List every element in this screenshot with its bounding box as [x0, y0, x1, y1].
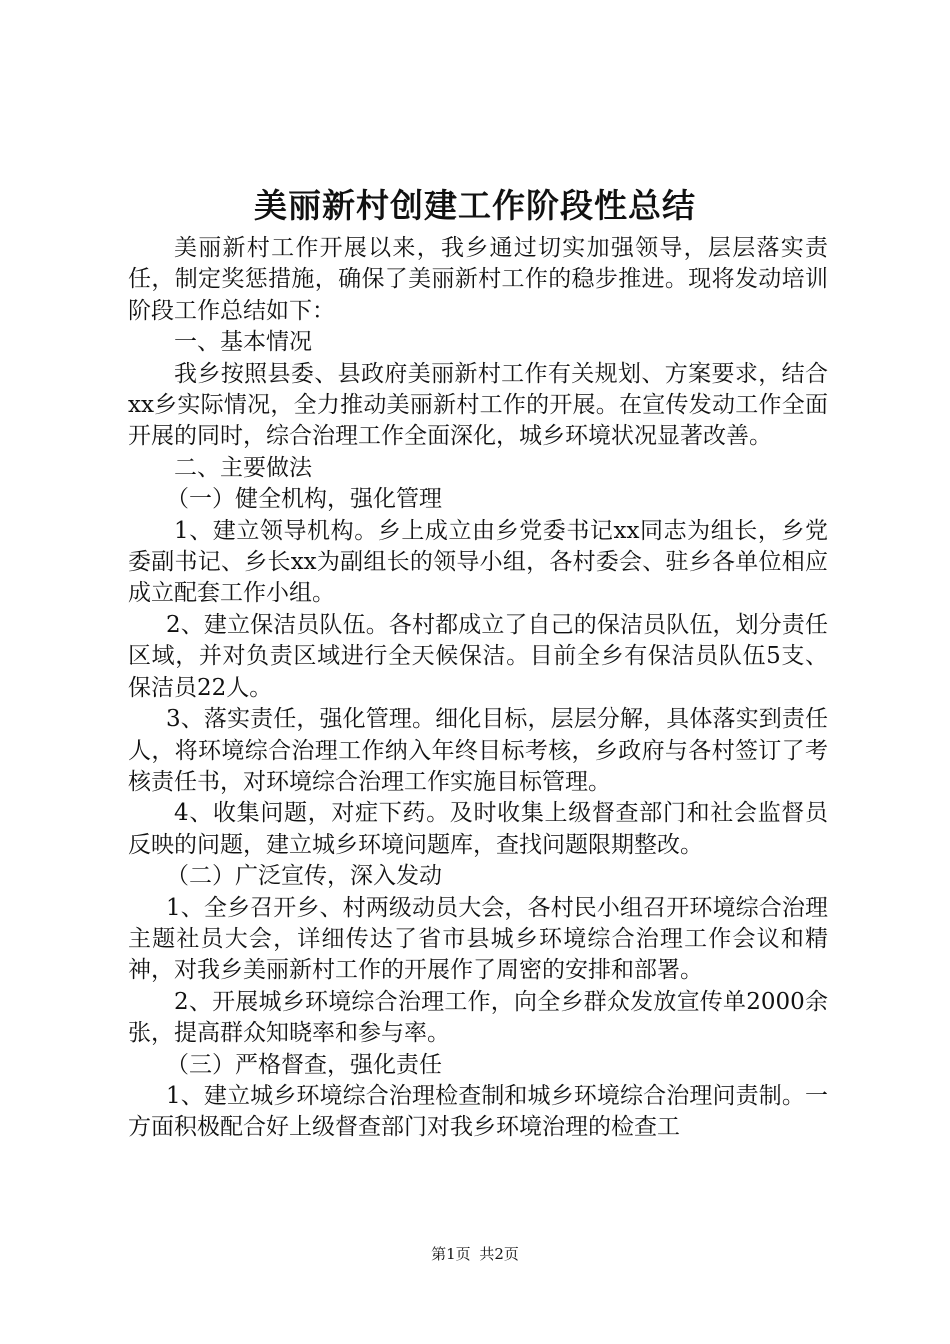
item-inspection-system: 1、建立城乡环境综合治理检查制和城乡环境综合治理问责制。一方面积极配合好上级督查部门对我乡环境治理的检查工 [128, 1082, 828, 1141]
subheading-supervision: （三）严格督查，强化责任 [166, 1051, 442, 1078]
document-body [128, 233, 828, 1144]
item-mobilization-meeting: 1、全乡召开乡、村两级动员大会，各村民小组召开环境综合治理主题社员大会，详细传达了省市县城乡环境综合治理工作会议和精神，对我乡美丽新村工作的开展作了周密的安排和部署。 [128, 894, 828, 984]
page-total: 共2页 [479, 1245, 519, 1263]
item-cleaning-team: 2、建立保洁员队伍。各村都成立了自己的保洁员队伍，划分责任区域，并对负责区域进行全天候保洁。目前全乡有保洁员队伍5支、保洁员22人。 [128, 611, 828, 701]
page-number: 第1页 [431, 1245, 471, 1263]
basic-situation-paragraph: 我乡按照县委、县政府美丽新村工作有关规划、方案要求，结合xx乡实际情况，全力推动美丽新村工作的开展。在宣传发动工作全面开展的同时，综合治理工作全面深化，城乡环境状况显著改善。 [128, 360, 828, 450]
item-leadership-body: 1、建立领导机构。乡上成立由乡党委书记xx同志为组长，乡党委副书记、乡长xx为副组长的领导小组，各村委会、驻乡各单位相应成立配套工作小组。 [128, 517, 828, 607]
document-title: 美丽新村创建工作阶段性总结 [254, 186, 696, 225]
item-problem-collection: 4、收集问题，对症下药。及时收集上级督查部门和社会监督员反映的问题，建立城乡环境问题库，查找问题限期整改。 [128, 800, 828, 858]
item-responsibility: 3、落实责任，强化管理。细化目标，层层分解，具体落实到责任人，将环境综合治理工作纳入年终目标考核，乡政府与各村签订了考核责任书，对环境综合治理工作实施目标管理。 [128, 706, 828, 795]
section-heading-basic-situation: 一、基本情况 [174, 329, 312, 356]
item-leaflets: 2、开展城乡环境综合治理工作，向全乡群众发放宣传单2000余张，提高群众知晓率和参与率。 [128, 988, 828, 1047]
subheading-publicity: （二）广泛宣传，深入发动 [166, 863, 442, 890]
intro-paragraph: 美丽新村工作开展以来，我乡通过切实加强领导，层层落实责任，制定奖惩措施，确保了美丽新村工作的稳步推进。现将发动培训阶段工作总结如下： [128, 235, 828, 324]
section-heading-main-practices: 二、主要做法 [174, 454, 312, 481]
subheading-organization: （一）健全机构，强化管理 [166, 486, 442, 513]
page-footer [0, 1243, 950, 1265]
